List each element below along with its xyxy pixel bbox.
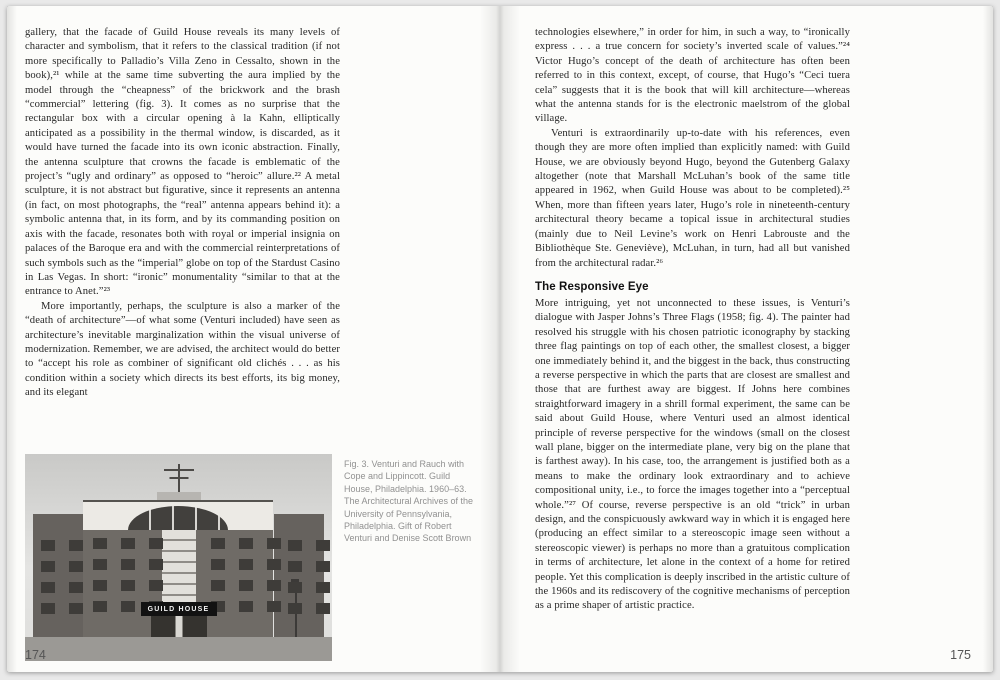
- window: [316, 540, 330, 551]
- window: [121, 580, 135, 591]
- window: [267, 538, 281, 549]
- window-grid: [211, 538, 281, 612]
- window: [267, 580, 281, 591]
- left-page-edge-shade: [7, 6, 17, 672]
- body-paragraph: Venturi is extraordinarily up-to-date with his references, even though they are more often implied than explicitly named: with Guild House, we are obviously beyond Hugo, beyond the Gutenberg Galaxy altogether (note that Marshall McLuhan’s book of the same title appeared in 1962, when Guild House was about to be completed).²⁵ When, more than fifteen years later, Hugo’s role in nineteenth-century architectural theory became a topical issue in architectural studies (mainly due to Neil Levine’s work on Henri Labrouste and the Bibliothèque Ste. Geneviève), McLuhan, in turn, had all but vanished from the architectural radar.²⁶: [535, 127, 850, 269]
- window: [121, 601, 135, 612]
- window: [41, 561, 55, 572]
- body-paragraph: More intriguing, yet not unconnected to these issues, is Venturi’s dialogue with Jasper Johns’s Three Flags (1958; fig. 4). The painter had resolved his struggle with his chosen patriotic iconography by stacking three flag paintings on top of each other, the smallest closest, a bigger one immediately behind it, and the biggest in the back, thus constructing a reverse perspective in which the parts that are closest are smallest and those that are furthest away are biggest. If Johns here combines straightforward imagery in a shrill formal experiment, the same can be said about Guild House, where Venturi used an almost identical principle of reverse perspective for the windows (small on the closest wall plane, bigger on the intermediate plane, very big on the plane that is farthest away). In his case, too, the arrangement is justified both as a means to make the ordinary look extraordinary and to achieve compositional unity, i.e., to force the images together into a “perceptual whole.”²⁷ Of course, reverse perspective is an old “trick” in urban design, and the conspicuously awkward way in which it is engaged here (producing an effect similar to a stereoscopic image seen without a stereoscopic viewer) is perhaps no more than a gratuitous complication in terms of architecture, let alone in the context of a home for retired people. Yet this complication is deeply inscribed in the artistic culture of the 1960s and its rediscovery of the cognitive mechanisms of perception as a prime shaper of artistic practice.: [535, 297, 850, 612]
- entrance-column: [175, 616, 182, 637]
- window: [239, 580, 253, 591]
- central-balcony-column: [162, 530, 196, 604]
- window: [239, 601, 253, 612]
- window: [267, 601, 281, 612]
- book-spine-shadow: [480, 6, 520, 672]
- window: [149, 559, 163, 570]
- window: [41, 603, 55, 614]
- window: [288, 603, 302, 614]
- body-paragraph: gallery, that the facade of Guild House reveals its many levels of character and symbolism, that it refers to the classical tradition (if not more specifically to Palladio’s Villa Zeno in Cessalto, shown in the book),²¹ while at the same time subverting the aura implied by the model through the “cheapness” of the brickwork and the brash “commercial” lettering (fig. 3). It comes as no surprise that the rectangular box with a circular opening à la Kahn, elliptically anticipated as a possibility in the thermal window, is discarded, as it would have turned the facade into its own iconic abstraction. Finally, the antenna sculpture that crowns the facade is emblematic of the project’s “ugly and ordinary” as opposed to “heroic” allure.²² A metal sculpture, it is not abstract but figurative, since it represents an antenna (in fact, on most photographs, the “real” antenna appears behind it): a symbolic antenna that, in its form, and by its commanding position on axis with the facade, resonates both with royal or imperial insignia on palaces of the Baroque era and with the commercial reinterpretations of such symbols such as the “imperial” globe on top of the Stardust Casino in Las Vegas. In short: “ironic” monumentality “similar to that at the entrance to Anet.”²³: [25, 27, 340, 298]
- window: [41, 582, 55, 593]
- window: [288, 540, 302, 551]
- window: [288, 561, 302, 572]
- window: [69, 561, 83, 572]
- book-spread: [7, 6, 993, 672]
- window-grid: [288, 540, 330, 614]
- arched-lunette-window: [128, 506, 228, 530]
- section-heading: The Responsive Eye: [535, 280, 649, 293]
- window: [93, 601, 107, 612]
- window: [239, 538, 253, 549]
- window: [316, 582, 330, 593]
- window: [267, 559, 281, 570]
- window: [41, 540, 55, 551]
- body-paragraph: technologies elsewhere,” in order for him, in such a way, to “ironically express . . . a true concern for society’s inverted scale of values.”²⁴ Victor Hugo’s concept of the death of architecture has often been referred to in this context, except, of course, that Hugo’s “Ceci tuera cela” suggests that it is the book that will kill architecture—whereas what the antenna stands for is the electronic maelstrom of the global village.: [535, 27, 850, 125]
- window: [316, 603, 330, 614]
- window: [93, 580, 107, 591]
- window: [121, 538, 135, 549]
- street: [25, 637, 332, 661]
- right-page-text-column: [535, 26, 850, 658]
- window-grid: [41, 540, 83, 614]
- window: [93, 559, 107, 570]
- guild-house-sign: GUILD HOUSE: [141, 602, 217, 616]
- window: [69, 603, 83, 614]
- window: [316, 561, 330, 572]
- body-paragraph: More importantly, perhaps, the sculpture is also a marker of the “death of architecture”—of what some (Venturi included) have seen as architecture’s inevitable marginalization within the visual universe of modernization. Remember, we are advised, the architect would do better to “accept his role as combiner of significant old clichés . . . as his condition within a society which directs its best efforts, its big money, and its elegant: [25, 300, 340, 399]
- window: [149, 580, 163, 591]
- building-entrance: [151, 616, 207, 637]
- window-grid: [93, 538, 163, 612]
- left-page-text-column: [25, 26, 340, 450]
- window: [211, 580, 225, 591]
- window: [121, 559, 135, 570]
- window: [69, 582, 83, 593]
- window: [211, 559, 225, 570]
- figure-3-caption: Fig. 3. Venturi and Rauch with Cope and Lippincott. Guild House, Philadelphia. 1960–63. The Architectural Archives of the University of Pennsylvania, Philadelphia. Gift of Robert Venturi and Denise Scott Brown: [344, 459, 474, 544]
- window: [211, 538, 225, 549]
- window: [69, 540, 83, 551]
- antenna-crossbar: [169, 477, 188, 479]
- window: [93, 538, 107, 549]
- figure-3-guild-house-photo: [25, 454, 332, 661]
- top-floor-white-band: [83, 500, 273, 530]
- right-page-edge-shade: [983, 6, 993, 672]
- window: [239, 559, 253, 570]
- antenna-crossbar: [164, 469, 194, 471]
- right-page-number: 175: [950, 648, 971, 662]
- window: [288, 582, 302, 593]
- left-page-number: 174: [25, 648, 46, 662]
- window: [149, 538, 163, 549]
